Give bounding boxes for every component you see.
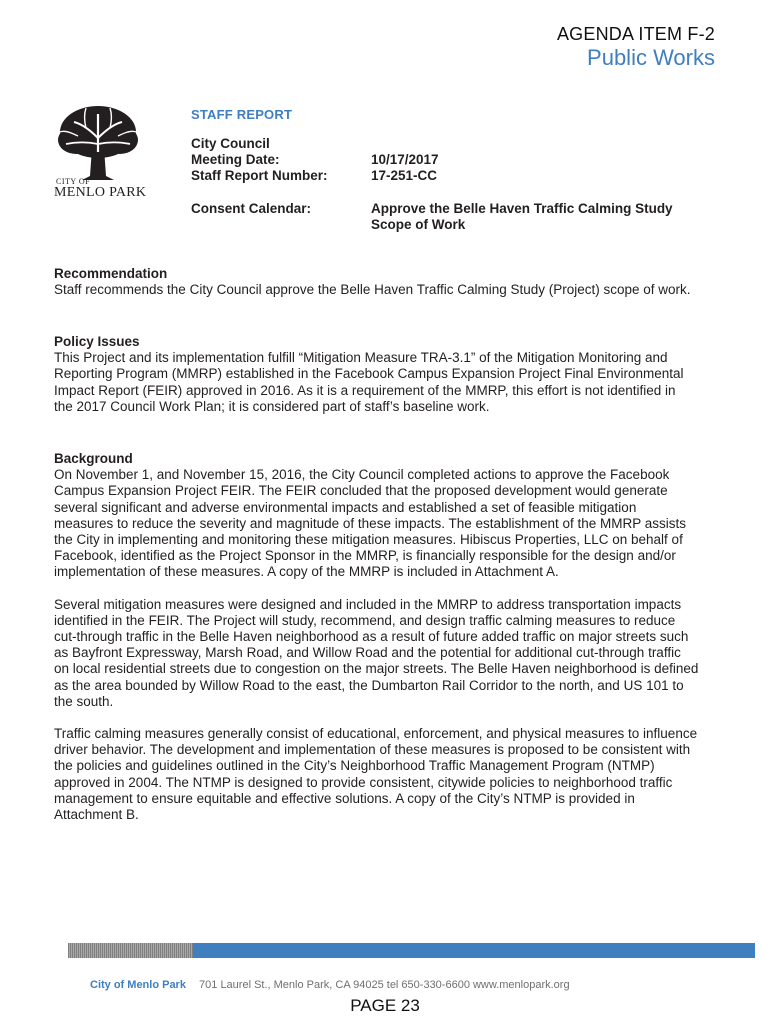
report-number-value: 17-251-CC (371, 168, 438, 183)
background-line: management to ensure equitable and effective solutions. A copy of the City’s NTMP is provided in (54, 790, 635, 806)
background-paragraph-1 (54, 467, 722, 580)
background-line: Attachment B. (54, 807, 139, 823)
calendar-value-line2: Scope of Work (371, 217, 466, 232)
recommendation-section (54, 266, 722, 298)
background-line: On November 1, and November 15, 2016, the City Council completed actions to approve the Facebook (54, 467, 670, 483)
background-line: Campus Expansion Project FEIR. The FEIR concluded that the proposed development would generate (54, 483, 668, 499)
background-line: Several mitigation measures were designed and included in the MMRP to address transportation impacts (54, 596, 682, 612)
report-number-label: Staff Report Number: (191, 168, 328, 183)
logo-city-name: MENLO PARK (54, 185, 147, 200)
page-number: PAGE 23 (350, 996, 420, 1015)
policy-line: the 2017 Council Work Plan; it is considered part of staff’s baseline work. (54, 398, 490, 414)
background-line: as Bayfront Expressway, Marsh Road, and Willow Road and the potential for additional cut-through traffic (54, 645, 681, 661)
calendar-value-line1: Approve the Belle Haven Traffic Calming Study (371, 201, 673, 216)
background-line: the south. (54, 693, 114, 709)
recommendation-heading: Recommendation (54, 266, 168, 281)
background-line: the policies and guidelines outlined in the City’s Neighborhood Traffic Management Program (NTMP) (54, 758, 655, 774)
background-heading: Background (54, 451, 133, 466)
policy-line: Impact Report (FEIR) approved in 2016. As it is a requirement of the MMRP, this effort is not identified in (54, 382, 676, 398)
background-line: on local residential streets due to congestion on the major streets. The Belle Haven neighborhood is defined (54, 661, 699, 677)
background-line: as the area bounded by Willow Road to the east, the Dumbarton Rail Corridor to the north, and US 101 to (54, 677, 684, 693)
meeting-date-label: Meeting Date: (191, 152, 280, 167)
background-line: approved in 2004. The NTMP is designed to provide consistent, citywide policies to neighborhood traffic (54, 774, 673, 790)
calendar-label: Consent Calendar: (191, 201, 312, 216)
background-paragraph-3 (54, 726, 722, 823)
policy-line: Reporting Program (MMRP) established in the Facebook Campus Expansion Project Final Environmental (54, 366, 684, 382)
meeting-date-value: 10/17/2017 (371, 152, 439, 167)
background-line: Traffic calming measures generally consist of educational, enforcement, and physical measures to influence (54, 726, 698, 742)
background-line: measures to reduce the severity and magnitude of these impacts. The establishment of the MMRP assists (54, 515, 687, 531)
agenda-item-label: AGENDA ITEM F-2 (556, 24, 715, 44)
footer-address: 701 Laurel St., Menlo Park, CA 94025 tel 650-330-6600 www.menlopark.org (199, 979, 570, 991)
body-label: City Council (191, 136, 270, 151)
background-line: driver behavior. The development and implementation of these measures is proposed to be consistent with (54, 742, 691, 758)
background-line: implementation of these measures. A copy of the MMRP is included in Attachment A. (54, 564, 559, 580)
oak-tree-icon (54, 102, 146, 182)
footer-pattern (68, 943, 193, 958)
background-section (54, 451, 722, 823)
policy-line: This Project and its implementation fulfill “Mitigation Measure TRA-3.1” of the Mitigation Monitoring and (54, 350, 668, 366)
footer-city-name: City of Menlo Park (90, 979, 186, 991)
policy-heading: Policy Issues (54, 334, 140, 349)
policy-section (54, 334, 722, 415)
staff-report-label: STAFF REPORT (191, 107, 293, 122)
recommendation-text: Staff recommends the City Council approve the Belle Haven Traffic Calming Study (Project) scope of work. (54, 282, 691, 298)
footer-contact (90, 979, 570, 991)
department-title: Public Works (587, 45, 715, 70)
background-line: several significant and adverse environmental impacts and established a set of feasible mitigation (54, 499, 637, 515)
background-line: cut-through traffic in the Belle Haven neighborhood as a result of future added traffic on major streets such (54, 629, 689, 645)
background-line: Facebook, identified as the Project Sponsor in the MMRP, is financially responsible for the design and/or (54, 548, 676, 564)
background-paragraph-2 (54, 597, 722, 710)
background-line: identified in the FEIR. The Project will study, recommend, and design traffic calming measures to reduce (54, 612, 676, 628)
logo-city-of: CITY OF (56, 177, 91, 186)
background-line: the City in implementing and monitoring these mitigation measures. Hibiscus Properties, LLC on behalf of (54, 532, 683, 548)
